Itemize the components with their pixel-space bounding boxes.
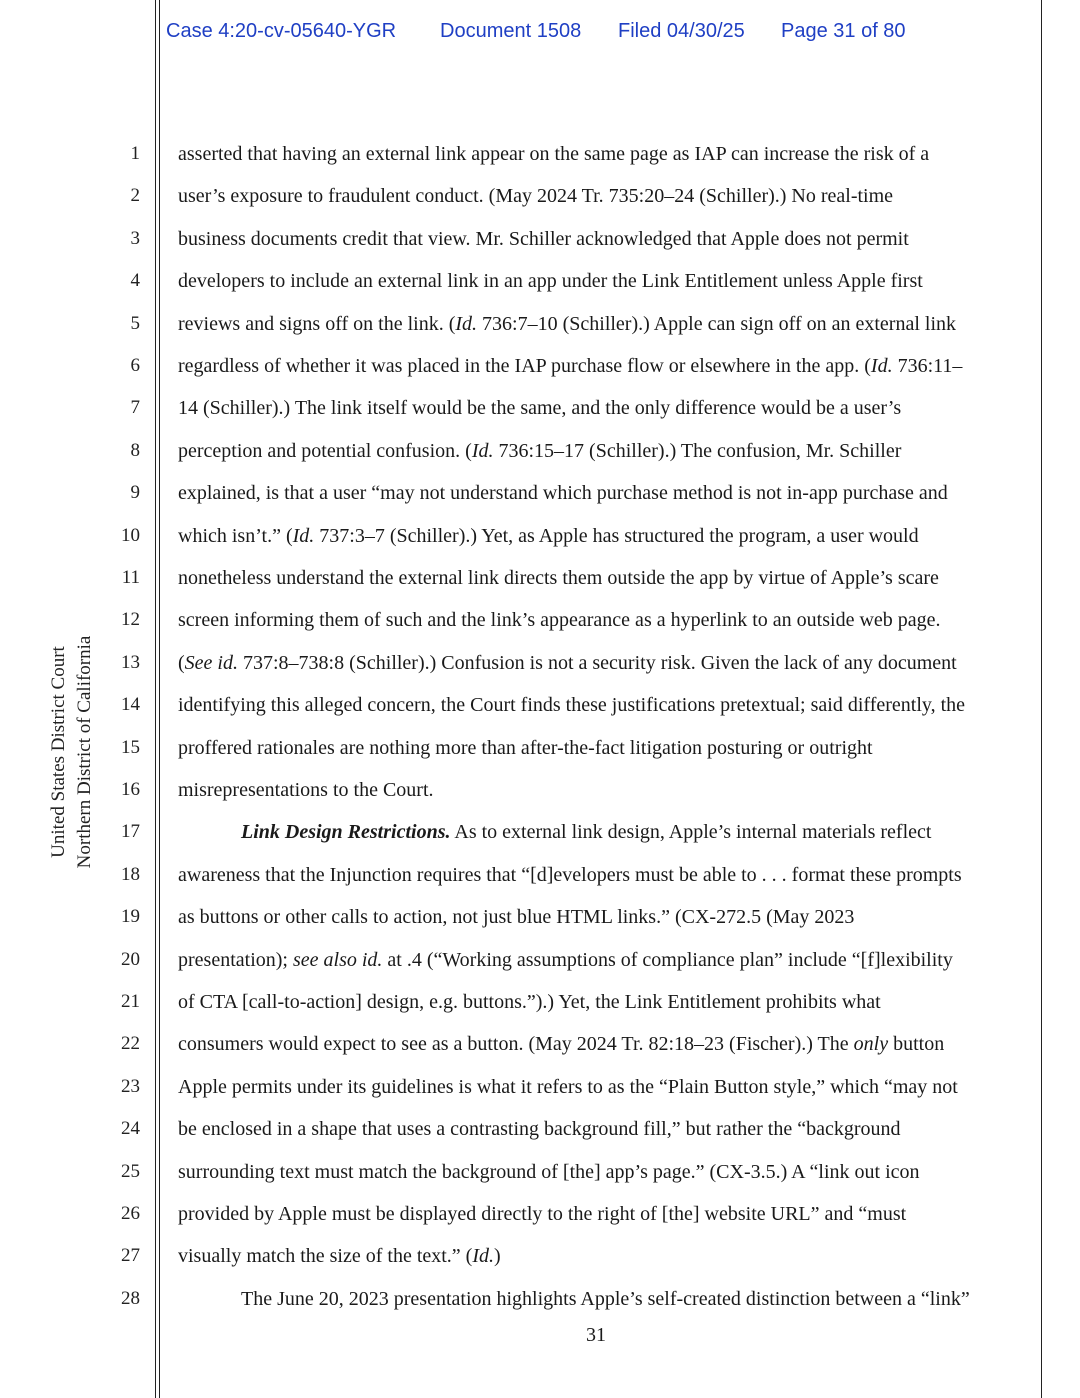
body-line: which isn’t.” (Id. 737:3–7 (Schiller).) Yet, as Apple has structured the program, a user would — [178, 525, 919, 547]
line-number: 1 — [130, 143, 140, 164]
page-of: Page 31 of 80 — [781, 20, 906, 42]
body-line: The June 20, 2023 presentation highlights Apple’s self-created distinction between a “link” — [241, 1288, 970, 1310]
body-line: (See id. 737:8–738:8 (Schiller).) Confusion is not a security risk. Given the lack of any document — [178, 652, 957, 674]
body-line: be enclosed in a shape that uses a contrasting background fill,” but rather the “background — [178, 1118, 901, 1140]
body-line: proffered rationales are nothing more than after-the-fact litigation posturing or outright — [178, 737, 873, 759]
line-number: 15 — [121, 737, 140, 758]
right-margin-rule — [1041, 0, 1042, 1398]
line-number: 14 — [121, 694, 140, 715]
line-number: 10 — [121, 525, 140, 546]
line-number: 26 — [121, 1203, 140, 1224]
body-line: of CTA [call-to-action] design, e.g. buttons.”).) Yet, the Link Entitlement prohibits what — [178, 991, 881, 1013]
document-number: Document 1508 — [440, 20, 582, 42]
line-number: 3 — [130, 228, 140, 249]
body-line: explained, is that a user “may not understand which purchase method is not in-app purchase and — [178, 482, 948, 504]
line-number: 5 — [130, 313, 140, 334]
line-number: 17 — [121, 821, 140, 842]
court-name-line2: Northern District of California — [74, 635, 95, 869]
body-line: Link Design Restrictions. As to external link design, Apple’s internal materials reflect — [241, 821, 932, 843]
body-line: visually match the size of the text.” (Id.) — [178, 1245, 501, 1267]
line-number: 8 — [130, 440, 140, 461]
left-margin-rule — [155, 0, 156, 1398]
line-number: 2 — [130, 185, 140, 206]
body-line: regardless of whether it was placed in the IAP purchase flow or elsewhere in the app. (Id. 736:11– — [178, 355, 963, 377]
body-line: awareness that the Injunction requires that “[d]evelopers must be able to . . . format these prompts — [178, 864, 962, 886]
line-number: 23 — [121, 1076, 140, 1097]
line-number: 11 — [121, 567, 140, 588]
body-line: identifying this alleged concern, the Court finds these justifications pretextual; said differently, the — [178, 694, 966, 716]
court-name — [46, 636, 98, 869]
body-line: Apple permits under its guidelines is what it refers to as the “Plain Button style,” which “may not — [178, 1076, 958, 1098]
body-line: asserted that having an external link appear on the same page as IAP can increase the risk of a — [178, 143, 930, 165]
line-number: 12 — [121, 609, 140, 630]
body-line: business documents credit that view. Mr. Schiller acknowledged that Apple does not permit — [178, 228, 909, 250]
court-name-line1: United States District Court — [48, 646, 69, 858]
line-number: 16 — [121, 779, 140, 800]
body-line: nonetheless understand the external link directs them outside the app by virtue of Apple’s scare — [178, 567, 939, 589]
left-margin-rule — [159, 0, 160, 1398]
line-number: 20 — [121, 949, 140, 970]
body-line: developers to include an external link in an app under the Link Entitlement unless Apple first — [178, 270, 923, 292]
line-number: 6 — [130, 355, 140, 376]
line-number: 24 — [121, 1118, 140, 1139]
line-number: 21 — [121, 991, 140, 1012]
body-line: consumers would expect to see as a button. (May 2024 Tr. 82:18–23 (Fischer).) The only button — [178, 1033, 945, 1055]
line-number: 18 — [121, 864, 140, 885]
body-line: screen informing them of such and the link’s appearance as a hyperlink to an outside web page. — [178, 609, 941, 631]
line-number: 27 — [121, 1245, 140, 1266]
body-line: provided by Apple must be displayed directly to the right of [the] website URL” and “must — [178, 1203, 907, 1225]
page-number: 31 — [586, 1324, 606, 1346]
filed-date: Filed 04/30/25 — [618, 20, 745, 42]
section-heading: Link Design Restrictions. — [241, 821, 451, 843]
line-number: 4 — [130, 270, 140, 291]
line-number: 13 — [121, 652, 140, 673]
line-number: 19 — [121, 906, 140, 927]
line-number: 7 — [130, 397, 140, 418]
body-line: user’s exposure to fraudulent conduct. (May 2024 Tr. 735:20–24 (Schiller).) No real-time — [178, 185, 894, 207]
line-number: 22 — [121, 1033, 140, 1054]
case-number: Case 4:20-cv-05640-YGR — [166, 20, 397, 42]
line-number: 9 — [130, 482, 140, 503]
body-line: misrepresentations to the Court. — [178, 779, 434, 801]
body-line: surrounding text must match the background of [the] app’s page.” (CX-3.5.) A “link out icon — [178, 1161, 920, 1183]
body-line: reviews and signs off on the link. (Id. 736:7–10 (Schiller).) Apple can sign off on an external link — [178, 313, 957, 335]
body-line: perception and potential confusion. (Id. 736:15–17 (Schiller).) The confusion, Mr. Schiller — [178, 440, 902, 462]
body-line: 14 (Schiller).) The link itself would be the same, and the only difference would be a user’s — [178, 397, 902, 419]
body-line: presentation); see also id. at .4 (“Working assumptions of compliance plan” include “[f]lexibility — [178, 949, 953, 971]
line-number: 28 — [121, 1288, 140, 1309]
body-line: as buttons or other calls to action, not just blue HTML links.” (CX-272.5 (May 2023 — [178, 906, 855, 928]
line-number: 25 — [121, 1161, 140, 1182]
